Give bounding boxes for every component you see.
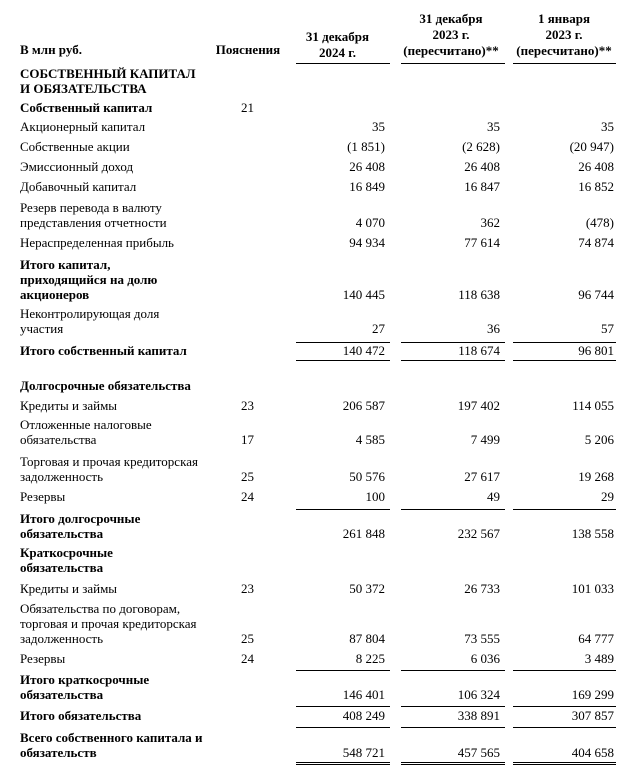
row-note: 25 (241, 631, 254, 646)
row-label-line: Резервы (20, 489, 66, 504)
row-label-line: Отложенные налоговые (20, 417, 152, 432)
row-value-col1: 206 587 (342, 398, 385, 413)
row-value-col3: 101 033 (571, 581, 614, 596)
row-value-col3: 35 (601, 119, 614, 134)
row-value-col3: 96 744 (578, 287, 614, 302)
row-value-col3: 64 777 (578, 631, 614, 646)
row-value-col2: 6 036 (470, 651, 500, 666)
rule-above-total-noncurrent-col2 (401, 509, 505, 510)
row-value-col1: 548 721 (342, 745, 385, 760)
row-value-col3: 5 206 (584, 432, 614, 447)
row-note: 23 (241, 398, 254, 413)
row-label-line: Всего собственного капитала и (20, 730, 203, 745)
row-value-col1: 4 585 (355, 432, 385, 447)
notes-header: Пояснения (215, 42, 281, 57)
rule-above-total-current-col1 (296, 670, 390, 671)
row-note: 24 (241, 489, 254, 504)
rule-double-grand-total-col3 (513, 762, 616, 765)
row-note: 23 (241, 581, 254, 596)
col2-header-line2: 2023 г. (432, 27, 470, 42)
row-label-line: участия (20, 321, 64, 336)
row-label-line: задолженность (20, 631, 104, 646)
row-value-col2: 457 565 (457, 745, 500, 760)
row-value-col2: 106 324 (457, 687, 500, 702)
row-value-col1: 27 (372, 321, 385, 336)
row-label-line: Добавочный капитал (20, 179, 137, 194)
row-label-line: И ОБЯЗАТЕЛЬСТВА (20, 81, 147, 96)
row-value-col3: 57 (601, 321, 614, 336)
row-value-col1: 50 372 (349, 581, 385, 596)
row-value-col2: 118 674 (458, 343, 500, 358)
row-value-col2: 7 499 (470, 432, 500, 447)
row-value-col3: 19 268 (578, 469, 614, 484)
row-value-col2: 73 555 (464, 631, 500, 646)
row-label-line: обязательства (20, 687, 104, 702)
row-label-line: задолженность (20, 469, 104, 484)
row-value-col1: 146 401 (342, 687, 385, 702)
row-label-line: Итого капитал, (20, 257, 111, 272)
rule-below-total-equity-col1 (296, 360, 390, 361)
row-label-line: Неконтролирующая доля (20, 306, 160, 321)
row-value-col3: 138 558 (571, 526, 614, 541)
row-label-line: Кредиты и займы (20, 398, 118, 413)
row-value-col3: 29 (601, 489, 614, 504)
row-label-line: Итого обязательства (20, 708, 142, 723)
row-value-col2: 338 891 (457, 708, 500, 723)
row-label-line: СОБСТВЕННЫЙ КАПИТАЛ (20, 66, 196, 81)
row-value-col1: 140 472 (342, 343, 385, 358)
row-value-col3: 74 874 (578, 235, 614, 250)
row-label (20, 730, 215, 760)
rule-above-total-equity-col1 (296, 342, 390, 343)
row-label-line: Собственный капитал (20, 100, 153, 115)
rule-above-total-equity-col2 (401, 342, 505, 343)
row-label-line: Итого долгосрочные (20, 511, 141, 526)
row-value-col1: 100 (365, 489, 385, 504)
rule-double-grand-total-col2 (401, 762, 505, 765)
row-label-line: Итого собственный капитал (20, 343, 187, 358)
row-label-line: обязательства (20, 560, 104, 575)
rule-below-total-equity-col3 (513, 360, 616, 361)
row-value-col1: 50 576 (349, 469, 385, 484)
row-value-col1: 4 070 (355, 215, 385, 230)
row-value-col2: 26 408 (464, 159, 500, 174)
row-value-col3: 26 408 (578, 159, 614, 174)
row-value-col2: 362 (480, 215, 500, 230)
row-value-col3: 16 852 (578, 179, 614, 194)
row-value-col1: 261 848 (342, 526, 385, 541)
row-note: 24 (241, 651, 254, 666)
row-value-col2: 197 402 (457, 398, 500, 413)
row-value-col3: 307 857 (571, 708, 614, 723)
row-label-line: Резерв перевода в валюту (20, 200, 162, 215)
row-label-line: обязательства (20, 526, 104, 541)
row-label-line: Обязательства по договорам, (20, 601, 181, 616)
row-value-col3: 114 055 (572, 398, 614, 413)
row-value-col2: 26 733 (464, 581, 500, 596)
rule-above-grand-total-col2 (401, 727, 505, 728)
row-label-line: обязательств (20, 745, 97, 760)
row-value-col2: 232 567 (457, 526, 500, 541)
row-value-col2: 36 (487, 321, 500, 336)
row-label-line: Собственные акции (20, 139, 130, 154)
rule-below-total-equity-col2 (401, 360, 505, 361)
row-label-line: Акционерный капитал (20, 119, 146, 134)
row-value-col3: (478) (585, 215, 614, 230)
rule-above-total-liabilities-col3 (513, 706, 616, 707)
row-value-col3: 96 801 (578, 343, 614, 358)
row-label-line: Нераспределенная прибыль (20, 235, 174, 250)
rule-above-total-current-col2 (401, 670, 505, 671)
unit-header: В млн руб. (20, 42, 82, 57)
row-value-col1: 26 408 (349, 159, 385, 174)
col2-header-line3: (пересчитано)** (403, 43, 499, 58)
row-note: 17 (241, 432, 254, 447)
rule-above-total-liabilities-col2 (401, 706, 505, 707)
row-label-line: Краткосрочные (20, 545, 113, 560)
row-value-col1: 35 (372, 119, 385, 134)
row-label-line: акционеров (20, 287, 90, 302)
row-value-col1: (1 851) (347, 139, 385, 154)
col3-header-line1: 1 января (537, 11, 591, 26)
row-label-line: Долгосрочные обязательства (20, 378, 191, 393)
col2-header-line1: 31 декабря (419, 11, 483, 26)
rule-above-total-noncurrent-col3 (513, 509, 616, 510)
row-value-col2: 49 (487, 489, 500, 504)
rule-above-total-equity-col3 (513, 342, 616, 343)
col3-header-line3: (пересчитано)** (516, 43, 612, 58)
row-value-col3: 3 489 (584, 651, 614, 666)
row-label-line: Резервы (20, 651, 66, 666)
row-label-line: Эмиссионный доход (20, 159, 134, 174)
col3-header-line2: 2023 г. (545, 27, 583, 42)
rule-above-grand-total-col3 (513, 727, 616, 728)
row-value-col3: 169 299 (571, 687, 614, 702)
row-label-line: торговая и прочая кредиторская (20, 616, 197, 631)
rule-above-total-noncurrent-col1 (296, 509, 390, 510)
row-value-col1: 408 249 (342, 708, 385, 723)
row-value-col2: 35 (487, 119, 500, 134)
row-value-col1: 16 849 (349, 179, 385, 194)
row-value-col2: 77 614 (464, 235, 500, 250)
row-value-col2: 27 617 (464, 469, 500, 484)
row-label-line: Итого краткосрочные (20, 672, 150, 687)
row-value-col3: 404 658 (571, 745, 614, 760)
rule-above-total-liabilities-col1 (296, 706, 390, 707)
col1-header-line1: 31 декабря (305, 29, 370, 44)
row-value-col3: (20 947) (569, 139, 614, 154)
row-value-col2: (2 628) (462, 139, 500, 154)
row-value-col1: 87 804 (349, 631, 385, 646)
rule-above-grand-total-col1 (296, 727, 390, 728)
row-note: 25 (241, 469, 254, 484)
col1-header-line2: 2024 г. (319, 45, 356, 60)
row-label-line: приходящийся на долю (20, 272, 158, 287)
row-value-col2: 118 638 (458, 287, 500, 302)
row-note: 21 (241, 100, 254, 115)
row-label-line: представления отчетности (20, 215, 167, 230)
rule-double-grand-total-col1 (296, 762, 390, 765)
row-value-col1: 8 225 (355, 651, 385, 666)
row-value-col1: 94 934 (349, 235, 385, 250)
row-value-col2: 16 847 (464, 179, 500, 194)
row-value-col1: 140 445 (342, 287, 385, 302)
row-label-line: обязательства (20, 432, 97, 447)
row-label-line: Кредиты и займы (20, 581, 118, 596)
rule-above-total-current-col3 (513, 670, 616, 671)
row-label-line: Торговая и прочая кредиторская (20, 454, 198, 469)
